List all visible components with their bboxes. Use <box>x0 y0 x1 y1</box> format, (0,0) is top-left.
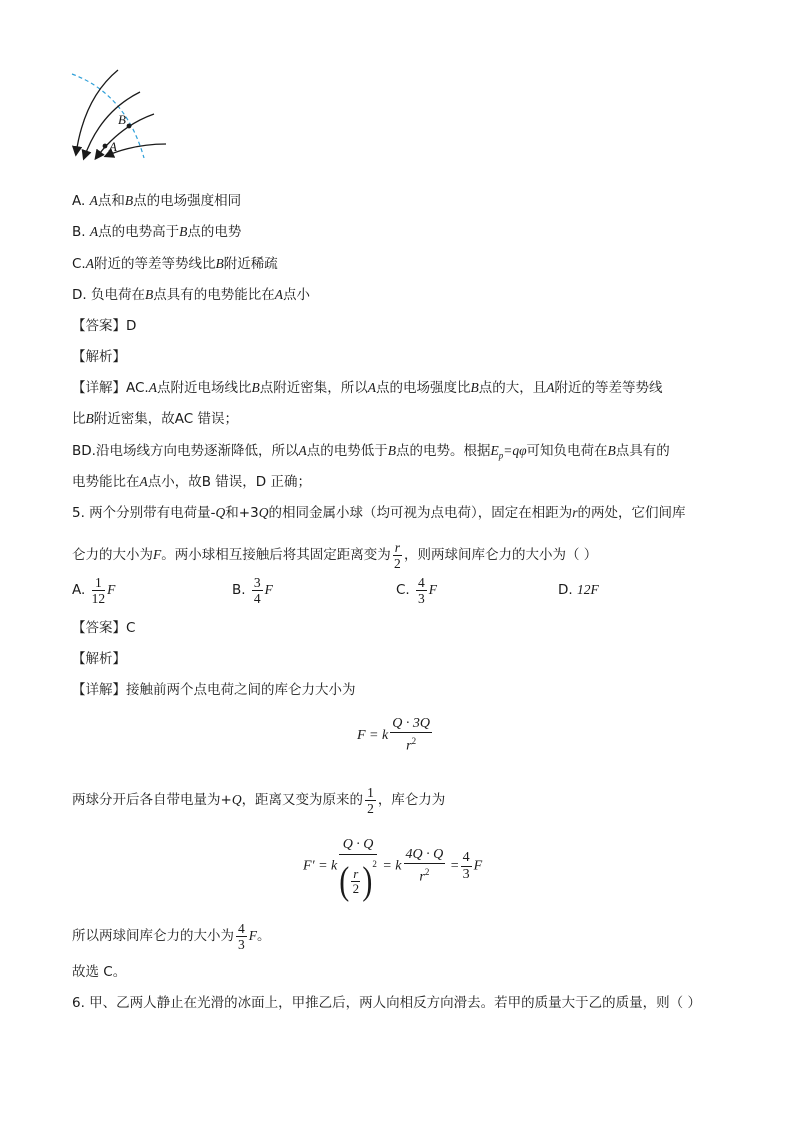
option-d: D. 12F <box>558 582 599 598</box>
option-a: A. $\frac{1}{12}$ F <box>72 574 116 606</box>
option-a: A. A点和B点的电场强度相同 <box>72 193 242 209</box>
q5-stem: 仑力的大小为F。两小球相互接触后将其固定距离变为 $\frac{r}{2}$ ，则两球间库仑力的大小为（ ） <box>72 539 598 571</box>
fraction: $\frac{r}{2}$ <box>394 539 401 571</box>
q4-analysis-heading: 【解析】 <box>72 349 126 365</box>
q5-conclusion: 所以两球间库仑力的大小为 $\frac{4}{3}$ F。 <box>72 920 271 952</box>
option-b: B. $\frac{3}{4}$ F <box>232 574 273 606</box>
label-a: A <box>109 139 117 154</box>
point-a <box>103 144 108 149</box>
q5-analysis-heading: 【解析】 <box>72 651 126 667</box>
label-b: B <box>118 112 126 127</box>
q6-stem: 6. 甲、乙两人静止在光滑的冰面上，甲推乙后，两人向相反方向滑去。若甲的质量大于乙的质量，则（ ） <box>72 995 701 1011</box>
option-c: C. $\frac{4}{3}$ F <box>396 574 438 606</box>
option-c: C.A附近的等差等势线比B附近稀疏 <box>72 256 278 272</box>
q5-detail-line: 两球分开后各自带电量为+Q，距离又变为原来的 $\frac{1}{2}$ ，库仑力为 <box>72 784 446 816</box>
q4-answer: 【答案】D <box>72 318 137 334</box>
q4-detail-line: 电势能比在A点小，故B 错误，D 正确； <box>72 474 311 490</box>
q5-answer: 【答案】C <box>72 620 136 636</box>
option-b: B. A点的电势高于B点的电势 <box>72 224 242 240</box>
q4-detail-line: 比B附近密集，故AC 错误； <box>72 411 238 427</box>
equation-coulomb: F = k $\frac{Q \cdot 3Q}{r^2}$ <box>357 716 430 755</box>
electric-field-diagram <box>64 68 174 168</box>
q5-detail-line: 【详解】接触前两个点电荷之间的库仑力大小为 <box>72 682 356 698</box>
option-d: D. 负电荷在B点具有的电势能比在A点小 <box>72 287 310 303</box>
q5-stem: 5. 两个分别带有电荷量-Q和+3Q的相同金属小球（均可视为点电荷），固定在相距为r的两处，它们间库 <box>72 505 686 521</box>
equation-coulomb-after: F′ = k Q · Q ( $\frac{r}{2}$ )$^2$ = k $\frac{4Q \cdot Q}{r^2}$ = $\frac{4}{3}$ F <box>303 837 483 903</box>
point-b <box>127 124 132 129</box>
q4-detail-line: BD.沿电场线方向电势逐渐降低，所以A点的电势低于B点的电势。根据$E_p=q\varphi$可知负电荷在B点具有的 <box>72 443 670 461</box>
q4-detail-line: 【详解】AC.A点附近电场线比B点附近密集，所以A点的电场强度比B点的大，且A附近的等差等势线 <box>72 380 663 396</box>
q5-choice: 故选 C。 <box>72 964 127 980</box>
